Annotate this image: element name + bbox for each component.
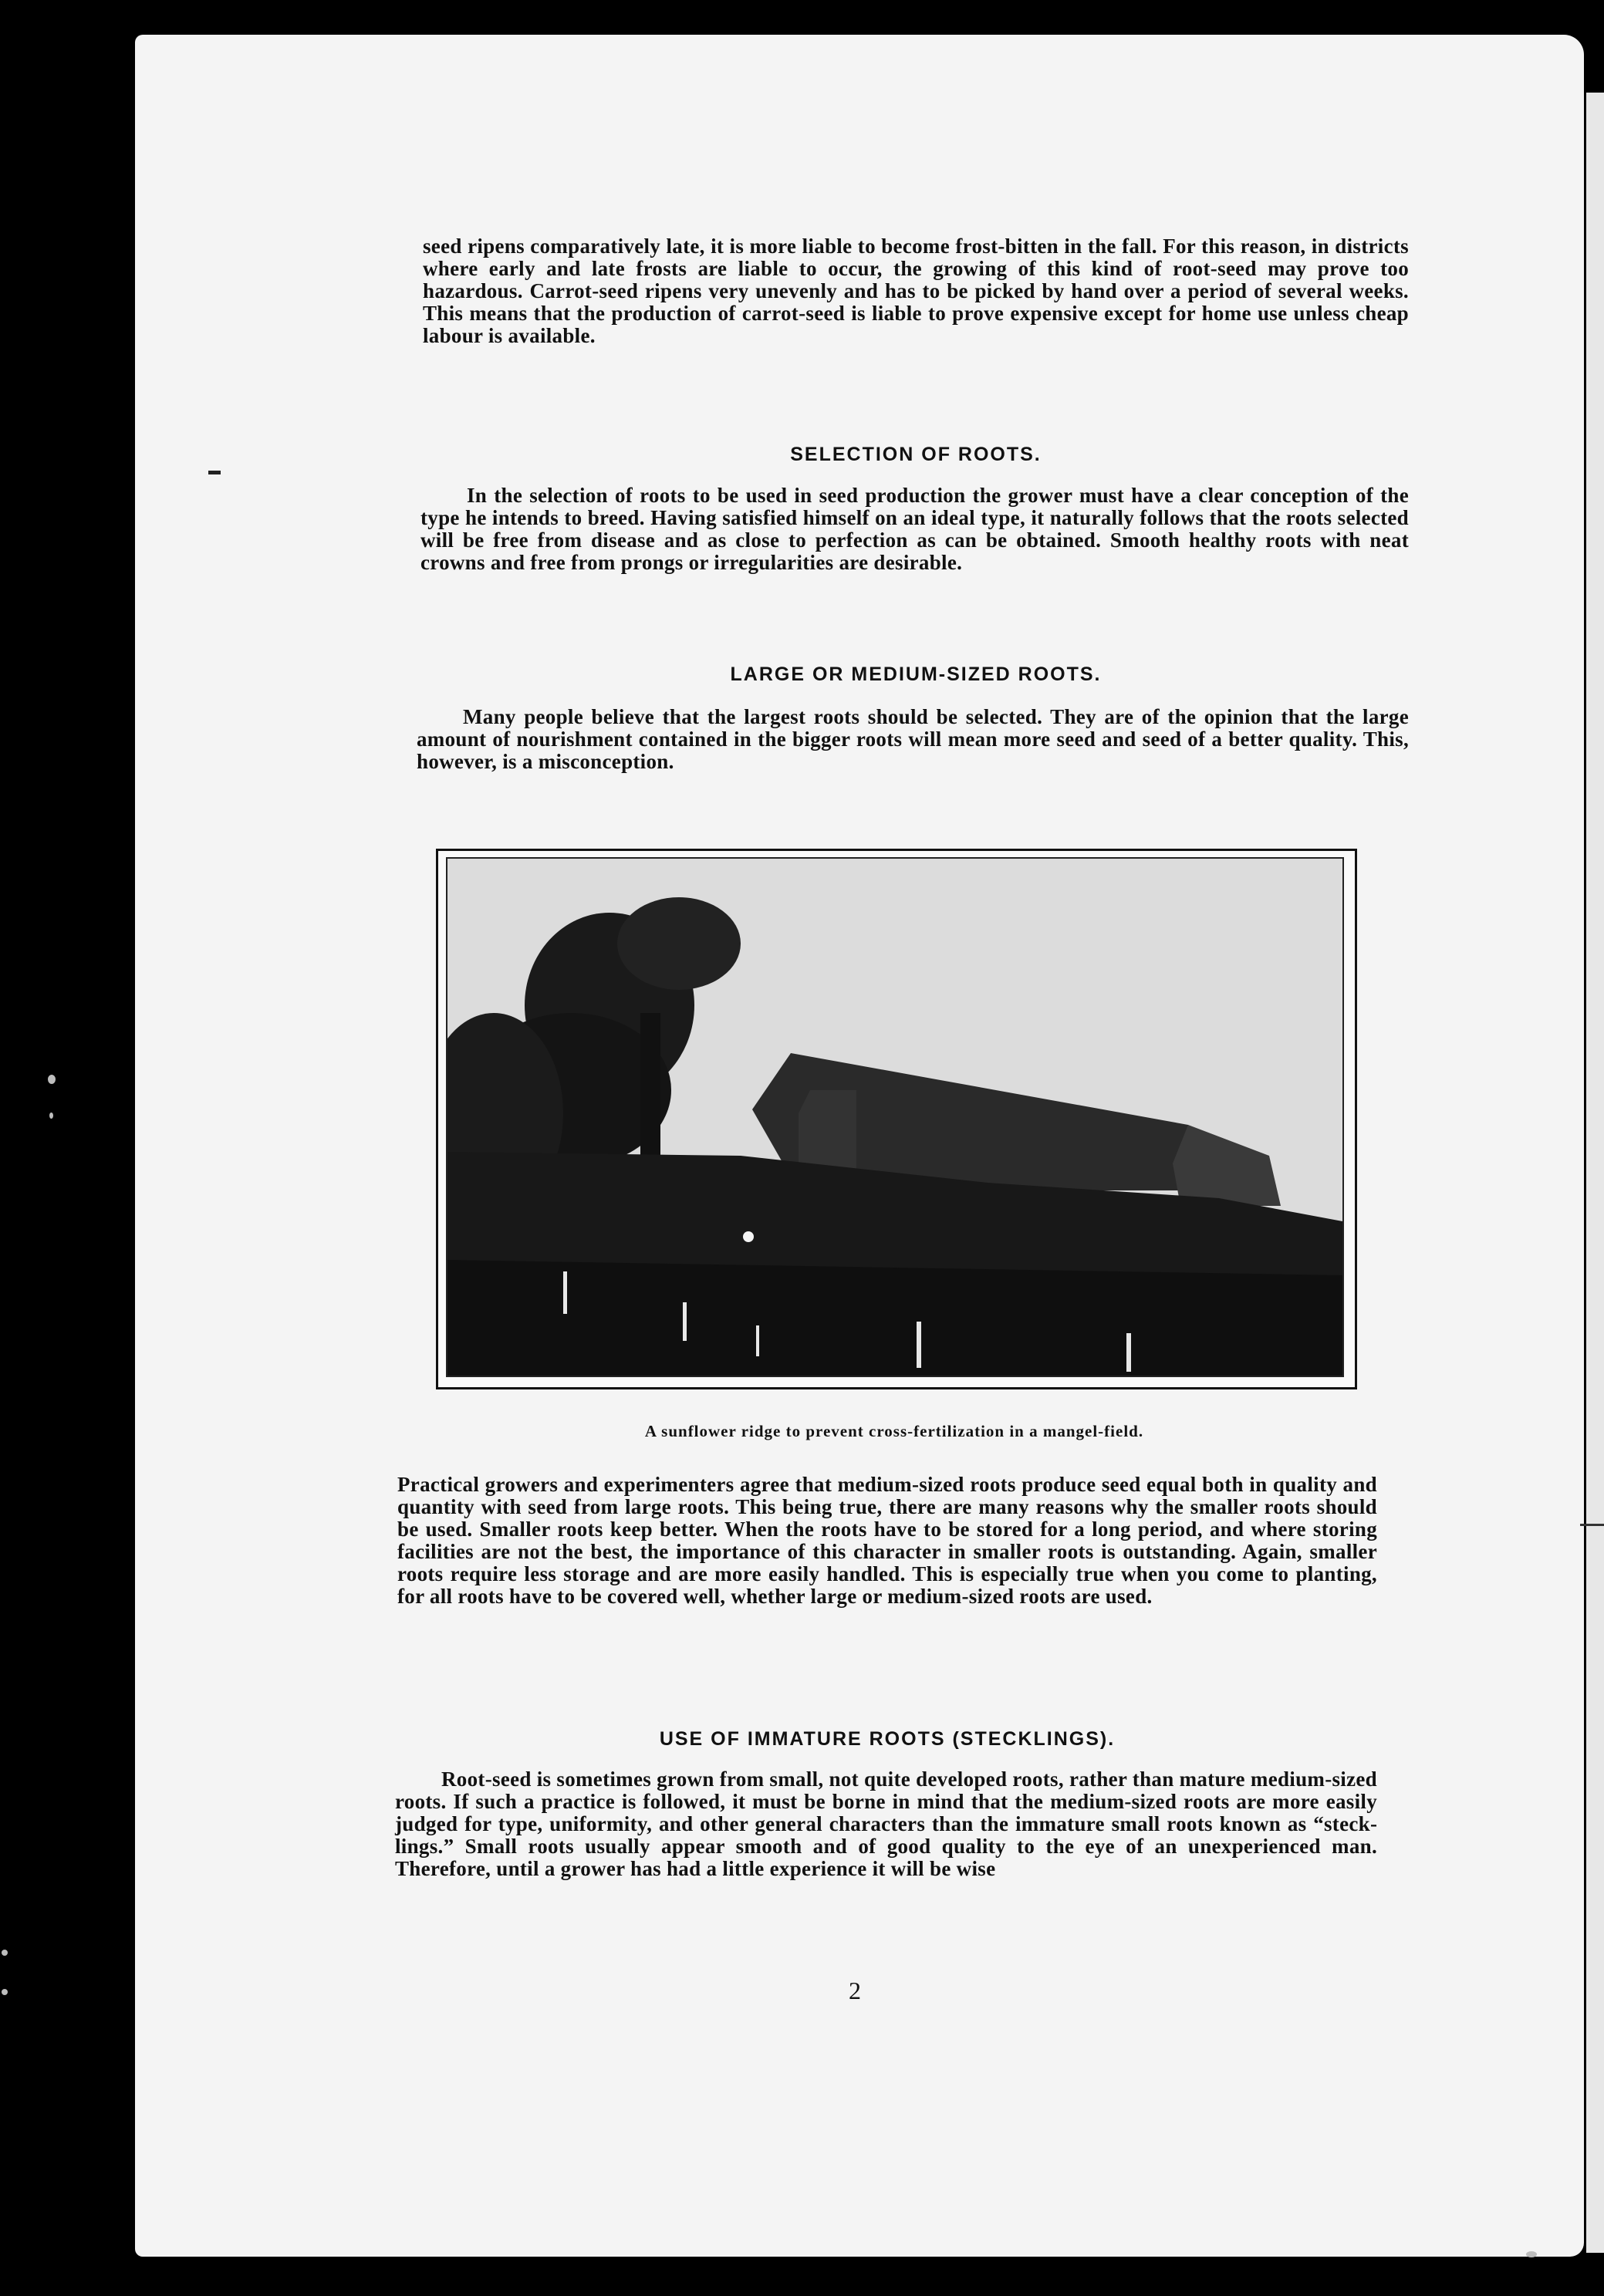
paragraph-immature-roots: Root-seed is sometimes grown from small, not quite developed roots, rather than mature medium-sized roots. If such a practice is followed, it must be borne in mind that the medium-sized roots are more easily judged for type, uniformity, and other general characters than the immature small roots known as “stecklings.” Small roots usually appear smooth and of good quality to the eye of an unexperienced man. Therefore, until a grower has had a little experience it will be wise (395, 1768, 1377, 1880)
figure-caption: A sunflower ridge to prevent cross-fertilization in a mangel-field. (644, 1422, 1144, 1440)
margin-dash (208, 471, 221, 474)
scan-speck (1526, 2251, 1537, 2257)
page-edge-mark (1580, 1524, 1604, 1526)
scan-speck (49, 1113, 53, 1119)
paragraph-seed-ripens: seed ripens comparatively late, it is more liable to become frost-bitten in the fall. For this reason, in districts where early and late frosts are liable to occur, the growing of this kind of root-seed may prove too hazardous. Carrot-seed ripens very unevenly and has to be picked by hand over a period of several weeks. This means that the production of carrot-seed is liable to prove expensive except for home use unless cheap labour is available. (423, 235, 1409, 347)
adjacent-page-edge (1586, 93, 1604, 2253)
scan-speck (48, 1075, 56, 1084)
sunflower-ridge-photo (446, 857, 1344, 1377)
paragraph-selection-of-roots: In the selection of roots to be used in seed production the grower must have a clear conception of the type he intends to breed. Having satisfied himself on an ideal type, it naturally follows that the roots selected will be free from disease and as close to perfection as can be obtained. Smooth healthy roots with neat crowns and free from prongs or irregularities are desirable. (420, 484, 1409, 574)
scan-speck (2, 1950, 8, 1956)
scan-speck (2, 1989, 8, 1995)
heading-large-or-medium-sized-roots: LARGE OR MEDIUM-SIZED ROOTS. (730, 663, 1102, 685)
figure-frame (436, 849, 1357, 1389)
page-number: 2 (849, 1977, 861, 2004)
heading-selection-of-roots: SELECTION OF ROOTS. (790, 444, 1042, 465)
heading-use-of-immature-roots: USE OF IMMATURE ROOTS (STECKLINGS). (659, 1728, 1116, 1750)
paragraph-large-or-medium-sized-roots: Many people believe that the largest roots should be selected. They are of the opinion that the large amount of nourishment contained in the bigger roots will mean more seed and seed of a better quality. This, however, is a misconception. (417, 705, 1409, 773)
paragraph-practical-growers: Practical growers and experimenters agree that medium-sized roots produce seed equal both in quality and quantity with seed from large roots. This being true, there are many reasons why the smaller roots should be used. Smaller roots keep better. When the roots have to be stored for a long period, and where storing facilities are not the best, the importance of this character in smaller roots is outstanding. Again, smaller roots require less storage and are more easily handled. This is especially true when you come to planting, for all roots have to be covered well, whether large or medium-sized roots are used. (397, 1473, 1377, 1608)
